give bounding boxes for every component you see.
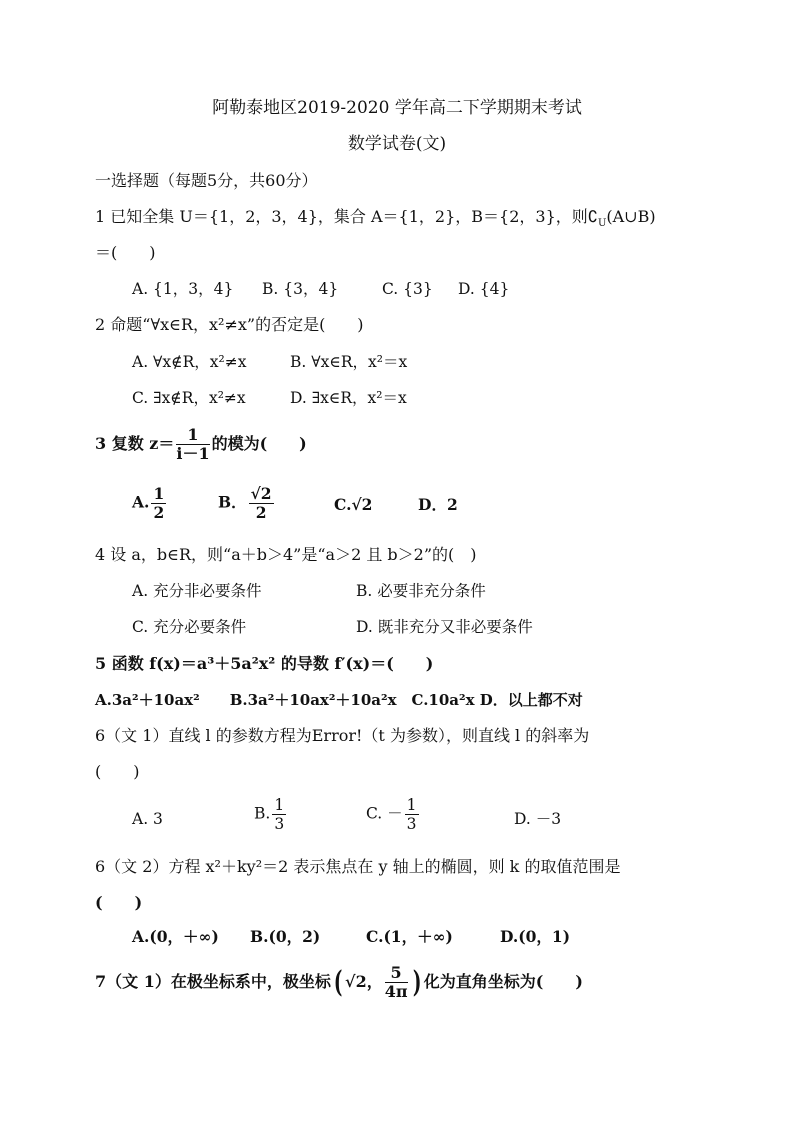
q6a-option-b-label: B. <box>254 804 271 823</box>
q6a-option-c <box>366 796 421 833</box>
q3-stem-tail: 的模为( ) <box>211 434 307 453</box>
q4-option-a: A. 充分非必要条件 <box>132 582 262 600</box>
q7-coord-radius: √2， <box>345 972 383 991</box>
q7-coord-angle-num: 5 <box>385 964 408 983</box>
q1-stem-text: 1 已知全集 U＝{1，2，3，4}，集合 A＝{1，2}，B＝{2，3}，则∁ <box>95 207 598 226</box>
exam-subtitle: 数学试卷(文) <box>347 134 447 154</box>
q7-coord-angle <box>385 964 408 1001</box>
q1-option-c: C. {3} <box>382 280 433 298</box>
q2-option-d: D. ∃x∈R，x²＝x <box>290 389 407 407</box>
q7-left-paren: ( <box>333 964 343 1000</box>
q6b-stem: 6（文 2）方程 x²＋ky²＝2 表示焦点在 y 轴上的椭圆，则 k 的取值范围是 <box>95 857 621 876</box>
q6a-option-c-den: 3 <box>406 815 417 833</box>
q3-option-b-num: √2 <box>250 484 272 503</box>
q3-option-d: D．2 <box>418 495 458 514</box>
q6a-option-b-fraction <box>272 796 286 833</box>
q7-coord-angle-den: 4π <box>384 982 408 1001</box>
section-heading: 一选择题（每题5分，共60分） <box>95 171 318 190</box>
q1-stem-set: (A∪B) <box>606 207 656 226</box>
q3-option-b-fraction <box>249 485 274 522</box>
q3-option-b <box>218 485 276 522</box>
q3-fraction <box>176 426 209 463</box>
q6a-option-b-num: 1 <box>274 796 285 814</box>
q2-stem: 2 命题“∀x∈R，x²≠x”的否定是( ) <box>95 315 364 334</box>
q6a-option-a: A. 3 <box>132 810 163 828</box>
q6a-option-c-fraction <box>405 796 419 833</box>
q6a-stem: 6（文 1）直线 l 的参数方程为Error!（t 为参数），则直线 l 的斜率为 <box>95 726 590 745</box>
q1-stem-cont: ＝( ) <box>95 243 156 262</box>
q3-option-c-label: C. <box>334 495 352 514</box>
q6a-option-c-label: C. － <box>366 804 403 823</box>
q2-option-a: A. ∀x∉R，x²≠x <box>132 353 247 371</box>
q6b-stem-cont: ( ) <box>95 893 143 912</box>
q1-option-b: B. {3，4} <box>262 280 339 298</box>
q3-option-a-label: A. <box>132 492 150 512</box>
q3-option-a-den: 2 <box>153 503 165 522</box>
q7-stem-tail: 化为直角坐标为( ) <box>423 972 583 991</box>
q3-option-c <box>334 494 372 516</box>
q4-option-b: B. 必要非充分条件 <box>356 582 486 600</box>
q7-stem-text: 7（文 1）在极坐标系中，极坐标 <box>95 972 331 991</box>
q5-stem: 5 函数 f(x)＝a³＋5a²x² 的导数 f′(x)＝( ) <box>95 654 434 673</box>
q3-stem-text: 3 复数 z＝ <box>95 434 175 453</box>
q6b-option-d: D.(0，1) <box>500 927 571 946</box>
q7-right-paren: ) <box>412 964 421 1000</box>
q4-option-d: D. 既非充分又非必要条件 <box>356 618 533 636</box>
q1-option-a: A. {1，3，4} <box>132 280 234 298</box>
q6a-option-c-num: 1 <box>406 796 417 814</box>
q7-stem <box>95 964 583 1001</box>
q2-option-b: B. ∀x∈R，x²＝x <box>290 353 408 371</box>
q1-stem <box>95 206 656 235</box>
q5-options: A.3a²＋10ax² B.3a²＋10ax²＋10a²x C.10a²x D．以上都不对 <box>95 691 583 709</box>
q3-option-b-den: 2 <box>255 503 267 522</box>
q6b-option-a: A.(0，＋∞) <box>132 927 219 946</box>
q2-option-c: C. ∃x∉R，x²≠x <box>132 389 246 407</box>
q6a-option-b <box>254 796 288 833</box>
exam-title: 阿勒泰地区2019-2020 学年高二下学期期末考试 <box>212 98 582 118</box>
q6a-option-b-den: 3 <box>274 815 285 833</box>
q6a-stem-cont: ( ) <box>95 762 140 781</box>
q3-option-a-num: 1 <box>153 484 165 503</box>
q3-option-a-fraction <box>151 485 166 522</box>
q3-stem <box>95 426 307 463</box>
q1-option-d: D. {4} <box>458 280 510 298</box>
q6b-option-c: C.(1，＋∞) <box>366 927 453 946</box>
q3-option-a <box>132 485 168 522</box>
q4-stem: 4 设 a，b∈R，则“a＋b＞4”是“a＞2 且 b＞2”的( ) <box>95 545 477 564</box>
q3-fraction-denominator: i－1 <box>176 444 210 463</box>
q4-option-c: C. 充分必要条件 <box>132 618 247 636</box>
q1-complement-subscript: U <box>597 218 607 230</box>
q6a-option-d: D. －3 <box>514 810 562 828</box>
q3-fraction-numerator: 1 <box>176 426 209 445</box>
q3-option-b-label: B． <box>218 492 247 512</box>
q6b-option-b: B.(0，2) <box>250 927 321 946</box>
q3-option-c-value: √2 <box>351 495 373 514</box>
